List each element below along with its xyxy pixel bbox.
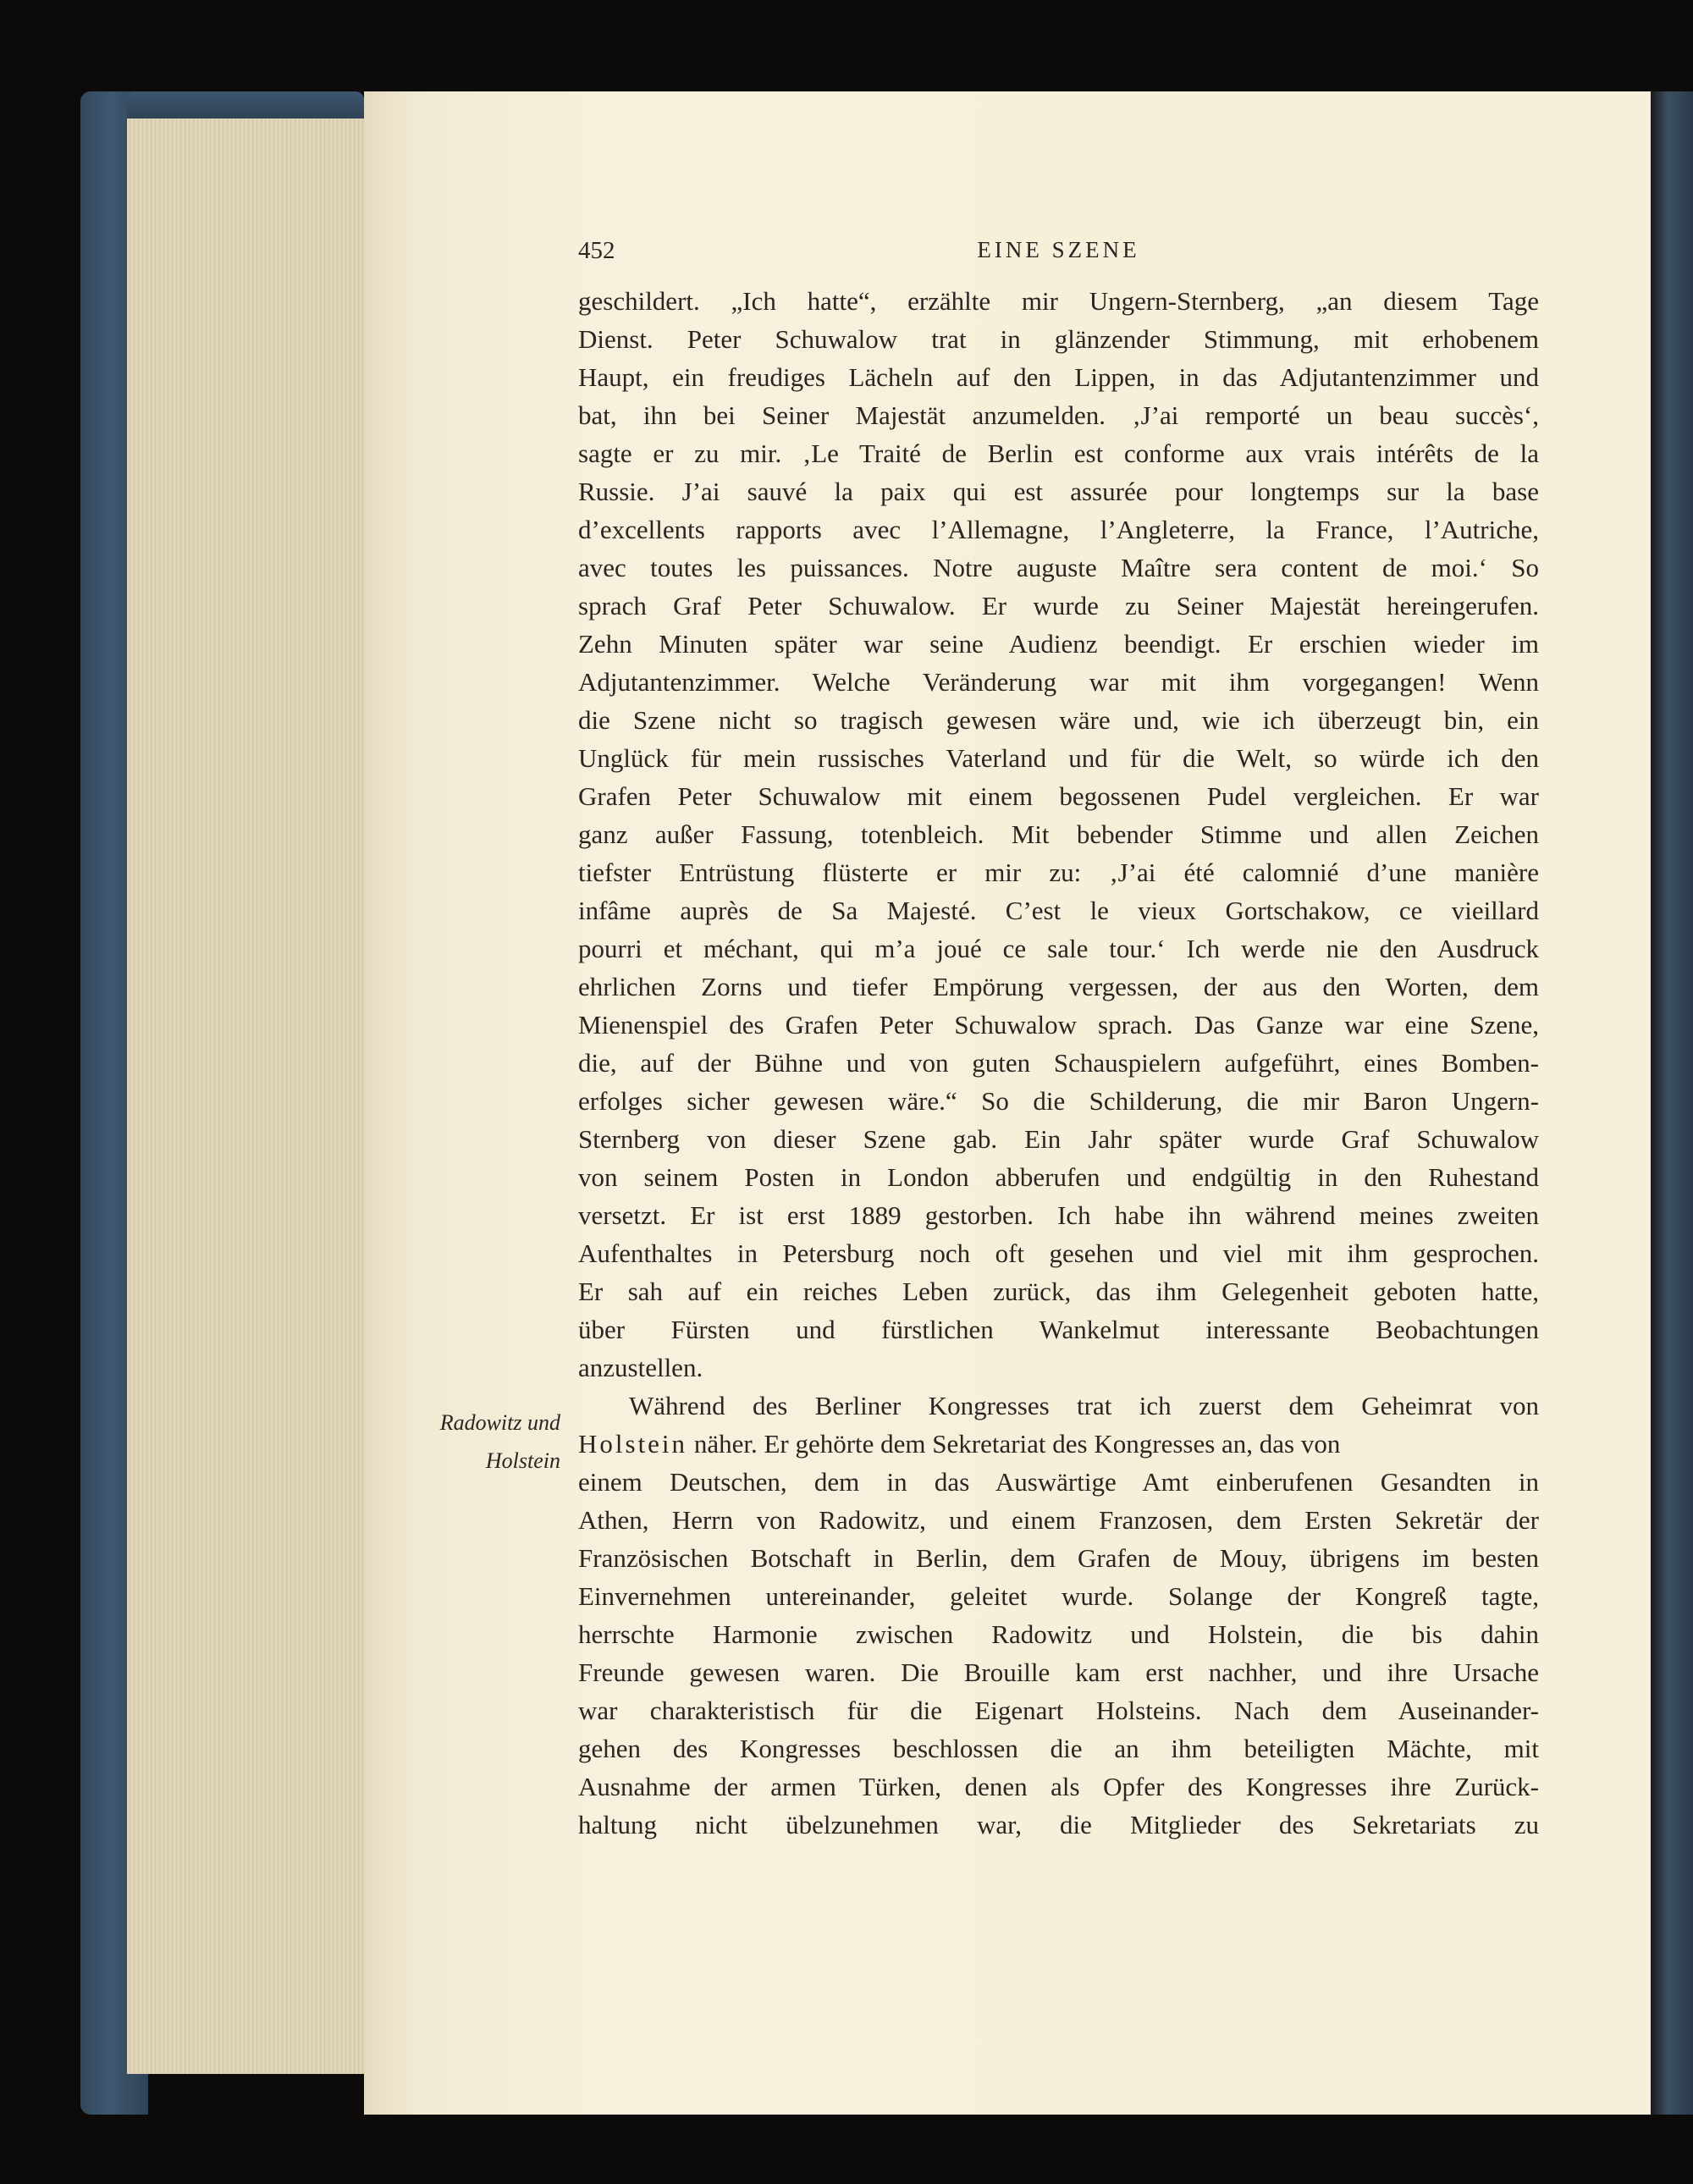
text-line: Athen, Herrn von Radowitz, und einem Franzosen, dem Ersten Sekretär der [578, 1505, 1539, 1535]
text-line: versetzt. Er ist erst 1889 gestorben. Ich habe ihn während meines zweiten [578, 1200, 1539, 1230]
text-line: tiefster Entrüstung flüsterte er mir zu: ‚J’ai été calomnié d’une manière [578, 858, 1539, 887]
text-line: die, auf der Bühne und von guten Schauspielern aufgeführt, eines Bomben- [578, 1048, 1539, 1078]
text-line: von seinem Posten in London abberufen und endgültig in den Ruhestand [578, 1162, 1539, 1192]
text-line: Sternberg von dieser Szene gab. Ein Jahr später wurde Graf Schuwalow [578, 1124, 1539, 1154]
margin-note-line: Radowitz und [439, 1410, 560, 1435]
body-text [578, 282, 1539, 1844]
text-line: Ausnahme der armen Türken, denen als Opfer des Kongresses ihre Zurück- [578, 1772, 1539, 1801]
text-line: Während des Berliner Kongresses trat ich zuerst dem Geheimrat von [629, 1391, 1539, 1420]
margin-note [372, 1404, 560, 1480]
text-line: ganz außer Fassung, totenbleich. Mit bebender Stimme und allen Zeichen [578, 819, 1539, 849]
text-line: über Fürsten und fürstlichen Wankelmut interessante Beobachtungen [578, 1315, 1539, 1344]
text-line: Unglück für mein russisches Vaterland und für die Welt, so würde ich den [578, 743, 1539, 773]
text-line: erfolges sicher gewesen wäre.“ So die Schilderung, die mir Baron Ungern- [578, 1086, 1539, 1116]
text-line: herrschte Harmonie zwischen Radowitz und Holstein, die bis dahin [578, 1619, 1539, 1649]
text-line: Haupt, ein freudiges Lächeln auf den Lippen, in das Adjutantenzimmer und [578, 362, 1539, 392]
text-line: geschildert. „Ich hatte“, erzählte mir Ungern-Sternberg, „an diesem Tage [578, 286, 1539, 316]
text-line: ehrlichen Zorns und tiefer Empörung vergessen, der aus den Worten, dem [578, 972, 1539, 1001]
text-line: Grafen Peter Schuwalow mit einem begossenen Pudel vergleichen. Er war [578, 781, 1539, 811]
text-line: infâme auprès de Sa Majesté. C’est le vieux Gortschakow, ce vieillard [578, 896, 1539, 925]
page-edges [127, 119, 381, 2074]
text-line: d’excellents rapports avec l’Allemagne, l’Angleterre, la France, l’Autriche, [578, 515, 1539, 544]
text-line: Aufenthaltes in Petersburg noch oft gesehen und viel mit ihm gesprochen. [578, 1238, 1539, 1268]
text-line: Dienst. Peter Schuwalow trat in glänzender Stimmung, mit erhobenem [578, 324, 1539, 354]
text-line: bat, ihn bei Seiner Majestät anzumelden. ‚J’ai remporté un beau succès‘, [578, 400, 1539, 430]
text-line: sagte er zu mir. ‚Le Traité de Berlin est conforme aux vrais intérêts de la [578, 438, 1539, 468]
text-line [578, 1425, 1539, 1463]
text-line: Französischen Botschaft in Berlin, dem Grafen de Mouy, übrigens im besten [578, 1543, 1539, 1573]
text-line: Zehn Minuten später war seine Audienz beendigt. Er erschien wieder im [578, 629, 1539, 659]
text-line: Freunde gewesen waren. Die Brouille kam erst nachher, und ihre Ursache [578, 1657, 1539, 1687]
facing-page-edge [1651, 91, 1693, 2115]
text-line: war charakteristisch für die Eigenart Holsteins. Nach dem Auseinander- [578, 1696, 1539, 1725]
text-line: avec toutes les puissances. Notre auguste Maître sera content de moi.‘ So [578, 553, 1539, 582]
text-line: Adjutantenzimmer. Welche Veränderung war mit ihm vorgegangen! Wenn [578, 667, 1539, 697]
text-fragment: näher. Er gehörte dem Sekretariat des Kongresses an, das von [687, 1429, 1341, 1459]
text-line: pourri et méchant, qui m’a joué ce sale tour.‘ Ich werde nie den Ausdruck [578, 934, 1539, 963]
text-line: Russie. J’ai sauvé la paix qui est assurée pour longtemps sur la base [578, 477, 1539, 506]
text-line: Er sah auf ein reiches Leben zurück, das ihm Gelegenheit geboten hatte, [578, 1277, 1539, 1306]
text-line: gehen des Kongresses beschlossen die an ihm beteiligten Mächte, mit [578, 1734, 1539, 1763]
text-line: anzustellen. [578, 1353, 703, 1382]
page-number: 452 [578, 237, 615, 264]
margin-note-line: Holstein [485, 1448, 560, 1473]
running-head: EINE SZENE [977, 237, 1140, 262]
text-line: Einvernehmen untereinander, geleitet wurde. Solange der Kongreß tagte, [578, 1581, 1539, 1611]
page-header [578, 237, 1539, 271]
text-line: einem Deutschen, dem in das Auswärtige Amt einberufenen Gesandten in [578, 1467, 1539, 1497]
spaced-name: Holstein [578, 1429, 688, 1459]
text-line: sprach Graf Peter Schuwalow. Er wurde zu Seiner Majestät hereingerufen. [578, 591, 1539, 620]
text-line: die Szene nicht so tragisch gewesen wäre und, wie ich überzeugt bin, ein [578, 705, 1539, 735]
text-line: Mienenspiel des Grafen Peter Schuwalow sprach. Das Ganze war eine Szene, [578, 1010, 1539, 1040]
text-line: haltung nicht übelzunehmen war, die Mitglieder des Sekretariats zu [578, 1810, 1539, 1839]
